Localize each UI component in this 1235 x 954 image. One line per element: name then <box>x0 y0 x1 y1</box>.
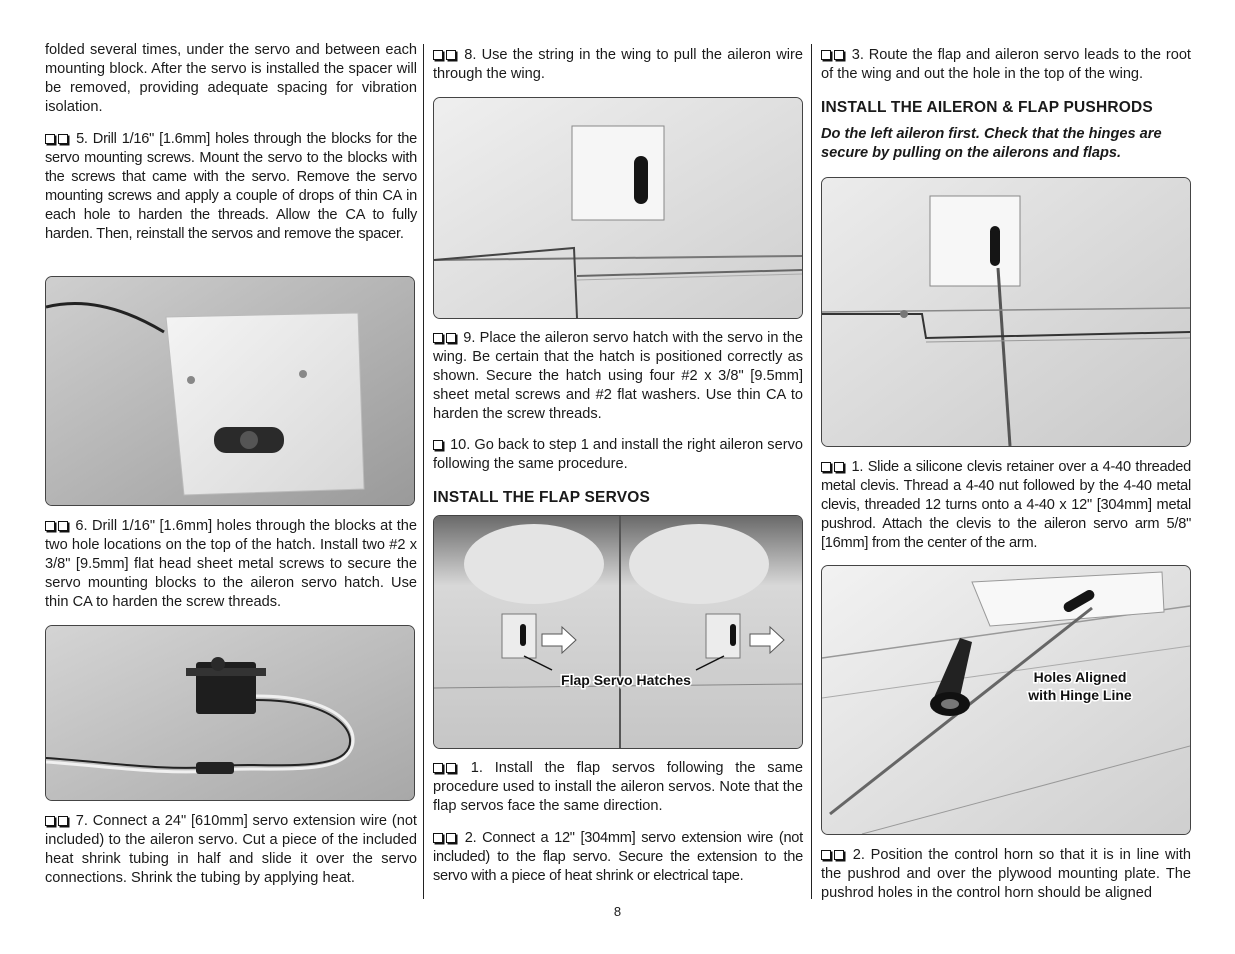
holes-aligned-label-line2: with Hinge Line <box>1028 687 1132 703</box>
heading-install-pushrods: INSTALL THE AILERON & FLAP PUSHRODS <box>821 99 1153 116</box>
heading-install-flap-servos: INSTALL THE FLAP SERVOS <box>433 489 651 506</box>
intro-paragraph: folded several times, under the servo and between each mounting block. After the servo is installed the spacer will be removed, providing adequate spacing for vibration isolation. <box>45 42 417 115</box>
checkbox-icon[interactable] <box>446 763 456 773</box>
photo-servo-extension <box>45 625 415 801</box>
left-aileron-note: Do the left aileron first. Check that the hinges are secure by pulling on the ailerons and flaps. <box>821 126 1162 161</box>
checkbox-icon[interactable] <box>834 850 844 860</box>
checkbox-icon[interactable] <box>58 134 68 144</box>
photo-servo-hatch <box>45 276 415 506</box>
step-8-paragraph <box>433 46 803 84</box>
step-5-paragraph <box>45 130 417 244</box>
photo-aileron-pushrod <box>821 177 1191 447</box>
holes-aligned-label-line1: Holes Aligned <box>1033 669 1127 685</box>
step-7-text: 7. Connect a 24" [610mm] servo extension wire (not included) to the aileron servo. Cut a piece of the included heat shrink tubing in half and slide it over the servo connections. Shrink the tubing by applying heat. <box>45 813 417 886</box>
step-6-paragraph <box>45 517 417 612</box>
photo-aileron-wire <box>433 97 803 319</box>
checkbox-icon[interactable] <box>45 134 55 144</box>
checkbox-icon[interactable] <box>446 833 456 843</box>
pushrod-step-1-text: 1. Slide a silicone clevis retainer over a 4-40 threaded metal clevis. Thread a 4-40 nut followed by the 4-40 metal clevis, threaded 12 turns onto a 4-40 x 12" [304mm] metal pushrod. Attach the clevis to the aileron servo arm 5/8" [16mm] from the center of the arm. <box>821 459 1192 551</box>
pushrod-step-2-paragraph <box>821 846 1191 903</box>
flap-step-2-text: 2. Connect a 12" [304mm] servo extension wire (not included) to the flap servo. Secure the extension to the servo with a piece of heat shrink or electrical tape. <box>433 830 803 884</box>
step-3-text: 3. Route the flap and aileron servo leads to the root of the wing and out the hole in the top of the wing. <box>821 47 1191 82</box>
step-3-paragraph <box>821 46 1191 84</box>
photo-flap-servo-hatches <box>433 515 803 749</box>
step-10-paragraph <box>433 436 803 474</box>
step-5-text: 5. Drill 1/16" [1.6mm] holes through the blocks for the servo mounting screws. Mount the servo to the blocks with the screws that came with the servo. Remove the servo mounting screws and apply a couple of drops of thin CA in each hole to harden the threads. Allow the CA to fully harden. Then, reinstall the servos and remove the spacer. <box>45 131 417 242</box>
checkbox-icon[interactable] <box>834 462 844 472</box>
checkbox-icon[interactable] <box>58 816 68 826</box>
step-9-paragraph <box>433 329 803 424</box>
checkbox-icon[interactable] <box>834 50 844 60</box>
flap-servo-hatches-label: Flap Servo Hatches <box>561 672 691 688</box>
pushrod-step-2-text: 2. Position the control horn so that it is in line with the pushrod and over the plywood mounting plate. The pushrod holes in the control horn should be aligned <box>821 847 1191 901</box>
checkbox-icon[interactable] <box>433 333 443 343</box>
step-6-text: 6. Drill 1/16" [1.6mm] holes through the blocks at the two hole locations on the top of the hatch. Install two #2 x 3/8" [9.5mm] flat head sheet metal screws to secure the servo mounting blocks to the aileron servo hatch. Use thin CA to harden the screw threads. <box>45 518 417 610</box>
checkbox-icon[interactable] <box>446 333 456 343</box>
step-9-text: 9. Place the aileron servo hatch with the servo in the wing. Be certain that the hatch is positioned correctly as shown. Secure the hatch using four #2 x 3/8" [9.5mm] sheet metal screws and #2 flat washers. Use thin CA to harden the screw threads. <box>433 330 804 422</box>
step-8-text: 8. Use the string in the wing to pull the aileron wire through the wing. <box>433 47 803 82</box>
flap-step-1-text: 1. Install the flap servos following the same procedure used to install the aileron servos. Note that the flap servos face the same direction. <box>433 760 803 814</box>
column-divider-right <box>811 44 812 899</box>
checkbox-icon[interactable] <box>821 850 831 860</box>
photo-control-horn <box>821 565 1191 835</box>
checkbox-icon[interactable] <box>446 50 456 60</box>
checkbox-icon[interactable] <box>45 816 55 826</box>
step-7-paragraph <box>45 812 417 888</box>
pushrod-step-1-paragraph <box>821 458 1191 553</box>
checkbox-icon[interactable] <box>45 521 55 531</box>
checkbox-icon[interactable] <box>821 50 831 60</box>
column-divider-left <box>423 44 424 899</box>
page-number: 8 <box>613 904 622 919</box>
checkbox-icon[interactable] <box>433 833 443 843</box>
checkbox-icon[interactable] <box>58 521 68 531</box>
checkbox-icon[interactable] <box>433 50 443 60</box>
checkbox-icon[interactable] <box>433 440 443 450</box>
flap-step-2-paragraph <box>433 829 803 886</box>
checkbox-icon[interactable] <box>821 462 831 472</box>
step-10-text: 10. Go back to step 1 and install the right aileron servo following the same procedure. <box>433 437 803 472</box>
flap-step-1-paragraph <box>433 759 803 816</box>
checkbox-icon[interactable] <box>433 763 443 773</box>
